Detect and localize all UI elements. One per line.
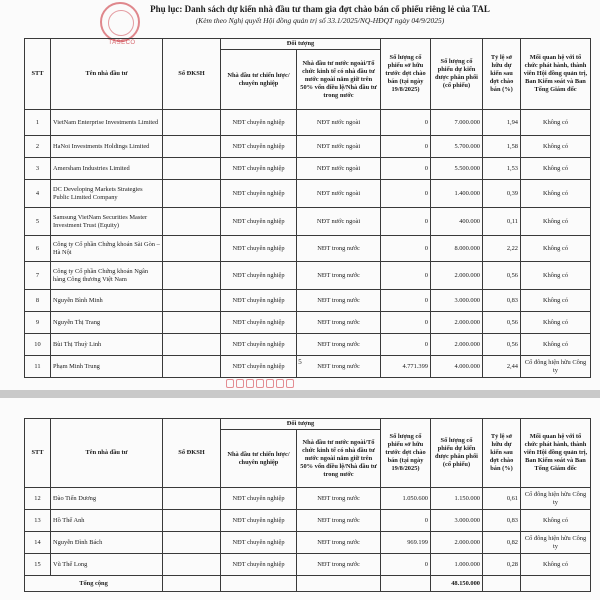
cell-relation: Không có [521,510,591,532]
header-held: Số lượng cổ phiếu sở hữu trước đợt chào bán (tại ngày 19/8/2025) [381,419,431,488]
cell-ownership-ratio: 2,22 [483,236,521,262]
red-stamp-mark [226,375,310,387]
total-empty-cell [381,576,431,592]
cell-investor-type: NĐT chuyên nghiệp [221,532,297,554]
header-name: Tên nhà đầu tư [51,419,163,488]
cell-investor-type: NĐT chuyên nghiệp [221,236,297,262]
cell-stt: 4 [25,180,51,208]
cell-investor-origin: NĐT trong nước [297,554,381,576]
cell-shares-offered: 400.000 [431,208,483,236]
cell-shares-offered: 2.000.000 [431,312,483,334]
cell-shares-held: 0 [381,158,431,180]
table-row [25,158,591,180]
cell-stt: 14 [25,532,51,554]
cell-investor-type: NĐT chuyên nghiệp [221,158,297,180]
cell-shares-held: 0 [381,290,431,312]
header-stt: STT [25,419,51,488]
cell-relation: Cổ đông hiện hữu Công ty [521,488,591,510]
cell-stt: 6 [25,236,51,262]
table-row [25,136,591,158]
cell-relation: Cổ đông hiện hữu Công ty [521,532,591,554]
cell-shares-offered: 7.000.000 [431,110,483,136]
cell-stt: 12 [25,488,51,510]
cell-ownership-ratio: 0,39 [483,180,521,208]
cell-investor-type: NĐT chuyên nghiệp [221,180,297,208]
cell-investor-origin: NĐT nước ngoài [297,208,381,236]
cell-shares-held: 0 [381,510,431,532]
cell-investor-type: NĐT chuyên nghiệp [221,262,297,290]
cell-investor-origin: NĐT trong nước [297,488,381,510]
cell-investor-type: NĐT chuyên nghiệp [221,554,297,576]
cell-stt: 9 [25,312,51,334]
table-row [25,208,591,236]
cell-ownership-ratio: 0,61 [483,488,521,510]
cell-investor-name: Công ty Cổ phần Chứng khoán Sài Gòn – Hà Nội [51,236,163,262]
cell-relation: Không có [521,262,591,290]
header-offered: Số lượng cổ phiếu dự kiến được phân phối (cổ phiếu) [431,419,483,488]
cell-investor-origin: NĐT nước ngoài [297,180,381,208]
cell-shares-offered: 3.000.000 [431,290,483,312]
cell-dksh [163,532,221,554]
cell-ownership-ratio: 1,53 [483,158,521,180]
table-row [25,554,591,576]
cell-investor-name: Đào Tiến Dương [51,488,163,510]
header-foreign: Nhà đầu tư nước ngoài/Tổ chức kinh tế có nhà đầu tư nước ngoài nắm giữ trên 50% vốn điều lệ/Nhà đầu tư trong nước [297,50,381,110]
cell-shares-held: 0 [381,136,431,158]
cell-investor-origin: NĐT nước ngoài [297,136,381,158]
cell-dksh [163,290,221,312]
cell-ownership-ratio: 0,56 [483,262,521,290]
cell-dksh [163,208,221,236]
header-ratio: Tỷ lệ sở hữu dự kiến sau đợt chào bán (%) [483,419,521,488]
cell-dksh [163,136,221,158]
total-label: Tổng cộng [25,576,163,592]
header-relation: Mối quan hệ với tổ chức phát hành, thành viên Hội đồng quản trị, Ban Kiểm soát và Ban Tổng Giám đốc [521,39,591,110]
cell-stt: 3 [25,158,51,180]
cell-investor-name: VietNam Enterprise Investments Limited [51,110,163,136]
cell-shares-offered: 1.400.000 [431,180,483,208]
page-number: 5 [298,358,302,366]
cell-relation: Không có [521,290,591,312]
cell-stt: 7 [25,262,51,290]
cell-investor-name: Samsung VietNam Securities Master Investment Trust (Equity) [51,208,163,236]
cell-investor-name: Nguyễn Bình Minh [51,290,163,312]
cell-stt: 11 [25,356,51,378]
table-row [25,334,591,356]
cell-investor-name: Bùi Thị Thuỳ Linh [51,334,163,356]
total-empty-cell [483,576,521,592]
cell-shares-offered: 8.000.000 [431,236,483,262]
cell-ownership-ratio: 0,83 [483,290,521,312]
cell-investor-origin: NĐT trong nước [297,262,381,290]
cell-shares-offered: 1.150.000 [431,488,483,510]
table-row [25,532,591,554]
cell-shares-offered: 5.500.000 [431,158,483,180]
cell-investor-origin: NĐT trong nước [297,532,381,554]
cell-investor-origin: NĐT trong nước [297,290,381,312]
header-strategic: Nhà đầu tư chiến lược/ chuyên nghiệp [221,430,297,488]
total-empty-cell [163,576,221,592]
table-row [25,236,591,262]
cell-dksh [163,334,221,356]
cell-relation: Không có [521,236,591,262]
cell-shares-offered: 5.700.000 [431,136,483,158]
cell-dksh [163,356,221,378]
cell-ownership-ratio: 0,28 [483,554,521,576]
cell-relation: Không có [521,208,591,236]
total-empty-cell [221,576,297,592]
table-row [25,110,591,136]
cell-investor-origin: NĐT trong nước [297,312,381,334]
cell-investor-type: NĐT chuyên nghiệp [221,356,297,378]
cell-stt: 15 [25,554,51,576]
header-held: Số lượng cổ phiếu sở hữu trước đợt chào bán (tại ngày 19/8/2025) [381,39,431,110]
cell-shares-held: 0 [381,554,431,576]
table-row [25,180,591,208]
cell-investor-origin: NĐT nước ngoài [297,158,381,180]
cell-shares-offered: 1.000.000 [431,554,483,576]
header-ratio: Tỷ lệ sở hữu dự kiến sau đợt chào bán (%) [483,39,521,110]
cell-investor-type: NĐT chuyên nghiệp [221,110,297,136]
header-stt: STT [25,39,51,110]
investor-table-page-2 [24,418,591,592]
cell-stt: 5 [25,208,51,236]
cell-investor-name: Nguyễn Đình Bách [51,532,163,554]
header-dksh: Số ĐKSH [163,419,221,488]
cell-shares-offered: 2.000.000 [431,262,483,290]
cell-shares-held: 969.199 [381,532,431,554]
cell-dksh [163,236,221,262]
cell-stt: 1 [25,110,51,136]
cell-investor-type: NĐT chuyên nghiệp [221,136,297,158]
cell-relation: Không có [521,158,591,180]
cell-relation: Không có [521,312,591,334]
document-subtitle: (Kèm theo Nghị quyết Hội đồng quản trị số 33.1/2025/NQ-HĐQT ngày 04/9/2025) [195,16,445,25]
cell-shares-held: 0 [381,262,431,290]
header-doi-tuong: Đối tượng [221,39,381,50]
cell-dksh [163,488,221,510]
cell-investor-origin: NĐT trong nước [297,236,381,262]
cell-relation: Không có [521,110,591,136]
cell-ownership-ratio: 1,58 [483,136,521,158]
cell-shares-offered: 3.000.000 [431,510,483,532]
cell-investor-name: HaNoi Investments Holdings Limited [51,136,163,158]
header-foreign: Nhà đầu tư nước ngoài/Tổ chức kinh tế có nhà đầu tư nước ngoài nắm giữ trên 50% vốn điều lệ/Nhà đầu tư trong nước [297,430,381,488]
cell-investor-name: Nguyễn Thị Trang [51,312,163,334]
cell-investor-name: Phạm Minh Trung [51,356,163,378]
table-row [25,510,591,532]
cell-shares-held: 0 [381,334,431,356]
cell-investor-type: NĐT chuyên nghiệp [221,488,297,510]
cell-dksh [163,158,221,180]
header-relation: Mối quan hệ với tổ chức phát hành, thành viên Hội đồng quản trị, Ban Kiểm soát và Ban Tổng Giám đốc [521,419,591,488]
total-empty-cell [297,576,381,592]
cell-stt: 2 [25,136,51,158]
investor-table-page-1 [24,38,591,378]
cell-investor-name: Vũ Thế Long [51,554,163,576]
cell-relation: Không có [521,554,591,576]
table-row [25,262,591,290]
cell-ownership-ratio: 0,11 [483,208,521,236]
cell-dksh [163,262,221,290]
cell-investor-name: Công ty Cổ phần Chứng khoán Ngân hàng Công thương Việt Nam [51,262,163,290]
cell-ownership-ratio: 0,56 [483,312,521,334]
cell-dksh [163,180,221,208]
cell-investor-name: Amersham Industries Limited [51,158,163,180]
total-shares-offered: 48.150.000 [431,576,483,592]
cell-ownership-ratio: 0,82 [483,532,521,554]
table-row [25,312,591,334]
cell-investor-type: NĐT chuyên nghiệp [221,208,297,236]
cell-investor-name: DC Developing Markets Strategies Public Limited Company [51,180,163,208]
document-page-2 [0,398,600,600]
cell-shares-held: 0 [381,208,431,236]
cell-stt: 13 [25,510,51,532]
cell-stt: 10 [25,334,51,356]
header-dksh: Số ĐKSH [163,39,221,110]
total-empty-cell [521,576,591,592]
cell-ownership-ratio: 1,94 [483,110,521,136]
cell-dksh [163,510,221,532]
cell-shares-held: 1.050.600 [381,488,431,510]
cell-investor-type: NĐT chuyên nghiệp [221,334,297,356]
cell-relation: Cổ đông hiện hữu Công ty [521,356,591,378]
cell-investor-type: NĐT chuyên nghiệp [221,290,297,312]
header-doi-tuong: Đối tượng [221,419,381,430]
cell-ownership-ratio: 0,83 [483,510,521,532]
total-row [25,576,591,592]
header-offered: Số lượng cổ phiếu dự kiến được phân phối (cổ phiếu) [431,39,483,110]
cell-dksh [163,110,221,136]
cell-relation: Không có [521,334,591,356]
table-row [25,290,591,312]
cell-shares-held: 0 [381,180,431,208]
cell-investor-name: Hồ Thế Anh [51,510,163,532]
table-row [25,488,591,510]
cell-ownership-ratio: 2,44 [483,356,521,378]
cell-investor-origin: NĐT trong nước [297,510,381,532]
cell-investor-origin: NĐT trong nước [297,356,381,378]
cell-stt: 8 [25,290,51,312]
cell-shares-held: 0 [381,110,431,136]
header-strategic: Nhà đầu tư chiến lược/ chuyên nghiệp [221,50,297,110]
cell-shares-offered: 2.000.000 [431,532,483,554]
cell-shares-held: 0 [381,236,431,262]
cell-investor-origin: NĐT trong nước [297,334,381,356]
cell-investor-type: NĐT chuyên nghiệp [221,312,297,334]
cell-dksh [163,312,221,334]
cell-dksh [163,554,221,576]
cell-ownership-ratio: 0,56 [483,334,521,356]
cell-shares-offered: 2.000.000 [431,334,483,356]
document-title: Phụ lục: Danh sách dự kiến nhà đầu tư tham gia đợt chào bán cổ phiếu riêng lẻ của TAL [150,4,490,14]
cell-investor-type: NĐT chuyên nghiệp [221,510,297,532]
cell-relation: Không có [521,136,591,158]
cell-relation: Không có [521,180,591,208]
header-name: Tên nhà đầu tư [51,39,163,110]
cell-shares-offered: 4.000.000 [431,356,483,378]
cell-investor-origin: NĐT nước ngoài [297,110,381,136]
cell-shares-held: 4.771.399 [381,356,431,378]
seal-text: TASECO [108,40,136,46]
cell-shares-held: 0 [381,312,431,334]
